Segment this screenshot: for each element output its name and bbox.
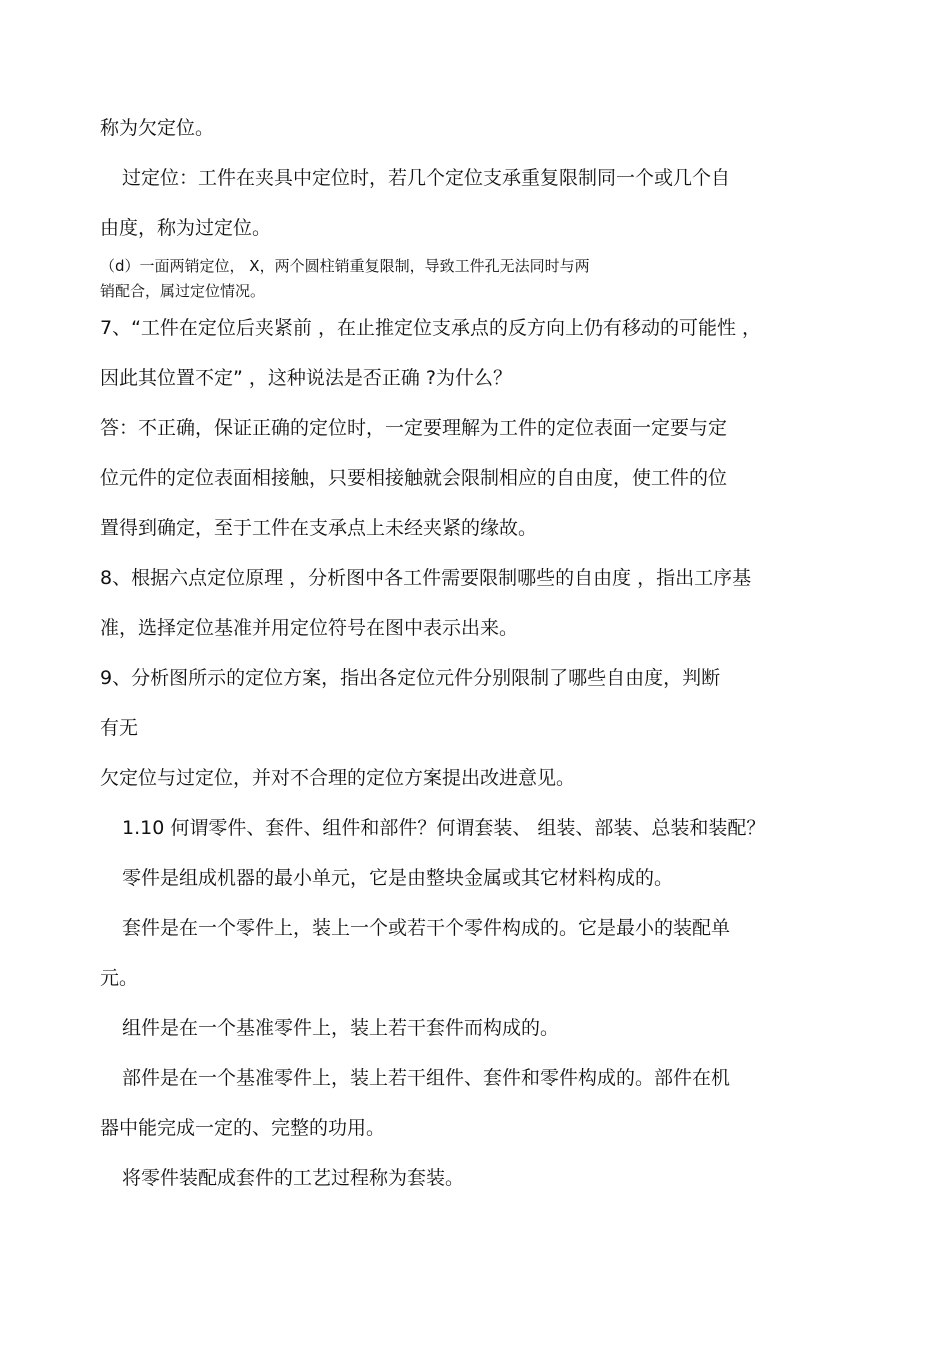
text-line: （d）一面两销定位， X，两个圆柱销重复限制，导致工件孔无法同时与两 (100, 257, 590, 275)
text-line: 套件是在一个零件上，装上一个或若干个零件构成的。它是最小的装配单 (122, 917, 731, 939)
text-line: 组件是在一个基准零件上，装上若干套件而构成的。 (122, 1017, 560, 1039)
text-line: 零件是组成机器的最小单元，它是由整块金属或其它材料构成的。 (122, 867, 674, 889)
text-line: 因此其位置不定” ，这种说法是否正确 ?为什么？ (100, 367, 513, 389)
text-line: 将零件装配成套件的工艺过程称为套装。 (122, 1167, 465, 1189)
text-line: 1.10 何谓零件、套件、组件和部件？何谓套装、 组装、部装、总装和装配？ (122, 817, 766, 839)
text-line: 称为欠定位。 (100, 117, 215, 139)
text-line: 7、“工件在定位后夹紧前 ，在止推定位支承点的反方向上仍有移动的可能性 ， (100, 317, 762, 339)
text-line: 过定位：工件在夹具中定位时，若几个定位支承重复限制同一个或几个自 (122, 167, 731, 189)
text-line: 器中能完成一定的、完整的功用。 (100, 1117, 386, 1139)
text-line: 由度，称为过定位。 (100, 217, 272, 239)
text-line: 9、分析图所示的定位方案，指出各定位元件分别限制了哪些自由度，判断 (100, 667, 721, 689)
text-line: 8、根据六点定位原理 ，分析图中各工件需要限制哪些的自由度 ，指出工序基 (100, 567, 752, 589)
text-line: 答：不正确，保证正确的定位时，一定要理解为工件的定位表面一定要与定 (100, 417, 728, 439)
text-line: 置得到确定，至于工件在支承点上未经夹紧的缘故。 (100, 517, 538, 539)
text-line: 元。 (100, 967, 139, 989)
text-line: 销配合，属过定位情况。 (100, 282, 266, 300)
text-line: 欠定位与过定位，并对不合理的定位方案提出改进意见。 (100, 767, 576, 789)
text-line: 准，选择定位基准并用定位符号在图中表示出来。 (100, 617, 519, 639)
text-line: 位元件的定位表面相接触，只要相接触就会限制相应的自由度，使工件的位 (100, 467, 728, 489)
text-line: 部件是在一个基准零件上，装上若干组件、套件和零件构成的。部件在机 (122, 1067, 731, 1089)
text-line: 有无 (100, 717, 139, 739)
